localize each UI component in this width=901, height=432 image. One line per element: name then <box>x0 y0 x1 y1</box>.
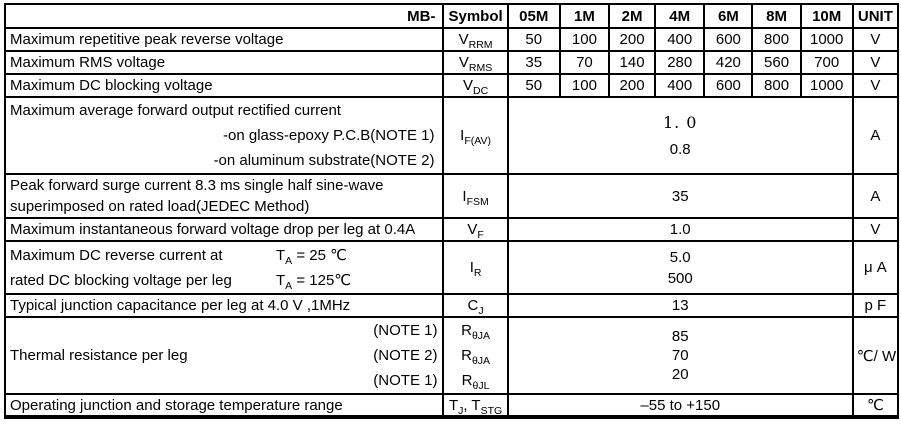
value-cell <box>508 97 853 174</box>
value-cell: 50 <box>508 74 560 97</box>
value-cell <box>508 317 853 394</box>
note-line: (NOTE 1) <box>373 322 438 339</box>
value-cell: 200 <box>609 74 655 97</box>
value-cell: 13 <box>508 294 853 317</box>
value-cell: 35 <box>508 174 853 218</box>
header-symbol: Symbol <box>443 4 507 28</box>
value-cell: 700 <box>801 51 853 74</box>
param-line: -on glass-epoxy P.C.B(NOTE 1) <box>223 127 435 144</box>
param-label <box>5 174 443 218</box>
value-cell: 1.0 <box>508 218 853 241</box>
value-cell: 400 <box>655 28 704 51</box>
header-model-10m: 10M <box>801 4 853 28</box>
value-cell: –55 to +150 <box>508 394 853 417</box>
symbol-ir: $I_R$ <box>443 241 507 294</box>
param-label: Maximum repetitive peak reverse voltage <box>5 28 443 51</box>
param-label <box>5 317 443 394</box>
unit-cell: A <box>853 174 898 218</box>
value-cell: 35 <box>508 51 560 74</box>
row-vrms <box>5 51 898 74</box>
value-cell: 1000 <box>801 28 853 51</box>
value-cell: 100 <box>560 28 609 51</box>
unit-cell: p F <box>853 294 898 317</box>
condition-lines <box>276 243 351 293</box>
value-cell: 800 <box>752 74 800 97</box>
header-model-1m: 1M <box>560 4 609 28</box>
symbol-vf: $V_F$ <box>443 218 507 241</box>
value-line: 1. 0 <box>662 112 698 132</box>
unit-cell: V <box>853 51 898 74</box>
condition-line: $T_A = 25$ ℃ <box>276 246 347 267</box>
header-row <box>5 4 898 28</box>
param-label: Typical junction capacitance per leg at 4.0 V ,1MHz <box>5 294 443 317</box>
row-thermal <box>5 317 898 394</box>
value-cell: 1000 <box>801 74 853 97</box>
unit-cell: V <box>853 28 898 51</box>
value-cell: 280 <box>655 51 704 74</box>
header-model-4m: 4M <box>655 4 704 28</box>
value-cell: 200 <box>609 28 655 51</box>
thermal-label: Thermal resistance per leg <box>10 347 188 364</box>
value-cell: 140 <box>609 51 655 74</box>
value-line: 85 <box>671 328 689 345</box>
header-unit: UNIT <box>853 4 898 28</box>
symbol-line: $R_{\theta JL}$ <box>461 372 490 392</box>
unit-cell: ℃ <box>853 394 898 417</box>
value-cell: 560 <box>752 51 800 74</box>
symbol-line: $R_{\theta JA}$ <box>461 347 491 367</box>
value-cell: 600 <box>704 28 752 51</box>
header-model-05m: 05M <box>508 4 560 28</box>
value-cell: 100 <box>560 74 609 97</box>
value-cell: 420 <box>704 51 752 74</box>
thermal-notes <box>373 318 439 393</box>
param-line: superimposed on rated load(JEDEC Method) <box>10 198 310 215</box>
param-line: Peak forward surge current 8.3 ms single half sine-wave <box>10 177 384 194</box>
param-label: Maximum instantaneous forward voltage drop per leg at 0.4A <box>5 218 443 241</box>
param-label <box>5 241 443 294</box>
row-ifav <box>5 97 898 174</box>
symbol-line: $R_{\theta JA}$ <box>461 322 491 342</box>
symbol-ifsm: $I_{FSM}$ <box>443 174 507 218</box>
unit-cell: A <box>853 97 898 174</box>
symbol-vrms: $V_{RMS}$ <box>443 51 507 74</box>
symbol-cj: $C_J$ <box>443 294 507 317</box>
value-cell: 50 <box>508 28 560 51</box>
value-line: 500 <box>667 269 693 287</box>
symbol-tstg: $T_J$, $T_{STG}$ <box>443 394 507 417</box>
param-label: Maximum RMS voltage <box>5 51 443 74</box>
param-label: Maximum DC blocking voltage <box>5 74 443 97</box>
row-ifsm <box>5 174 898 218</box>
value-line: 70 <box>671 347 689 364</box>
unit-cell: V <box>853 74 898 97</box>
condition-line: $T_A$ = 125℃ <box>276 271 352 292</box>
param-line: -on aluminum substrate(NOTE 2) <box>213 152 435 169</box>
unit-cell: ℃/ W <box>853 317 898 394</box>
row-ir <box>5 241 898 294</box>
symbol-ifav: $I_{F(AV)}$ <box>443 97 507 174</box>
symbol-thermal <box>443 317 507 394</box>
header-model-2m: 2M <box>609 4 655 28</box>
row-tstg <box>5 394 898 417</box>
value-cell: 800 <box>752 28 800 51</box>
value-line: 20 <box>671 366 689 383</box>
param-label: Operating junction and storage temperature range <box>5 394 443 417</box>
unit-cell: V <box>853 218 898 241</box>
value-cell <box>508 241 853 294</box>
row-vf <box>5 218 898 241</box>
param-line: Maximum average forward output rectified current <box>10 102 341 119</box>
symbol-vdc: $V_{DC}$ <box>443 74 507 97</box>
value-line: 5.0 <box>669 248 691 266</box>
note-line: (NOTE 2) <box>373 347 438 364</box>
param-label <box>5 97 443 174</box>
header-family-prefix: MB- <box>5 4 443 28</box>
row-vrrm <box>5 28 898 51</box>
value-cell: 600 <box>704 74 752 97</box>
param-lines: Maximum DC reverse current at rated DC blocking voltage per leg <box>10 246 232 289</box>
value-cell: 70 <box>560 51 609 74</box>
unit-cell: μ A <box>853 241 898 294</box>
header-model-8m: 8M <box>752 4 800 28</box>
symbol-vrrm: $V_{RRM}$ <box>443 28 507 51</box>
header-model-6m: 6M <box>704 4 752 28</box>
row-vdc <box>5 74 898 97</box>
row-cj <box>5 294 898 317</box>
value-cell: 400 <box>655 74 704 97</box>
value-line: 0.8 <box>669 140 691 158</box>
ratings-table <box>4 3 899 419</box>
note-line: (NOTE 1) <box>373 372 438 389</box>
